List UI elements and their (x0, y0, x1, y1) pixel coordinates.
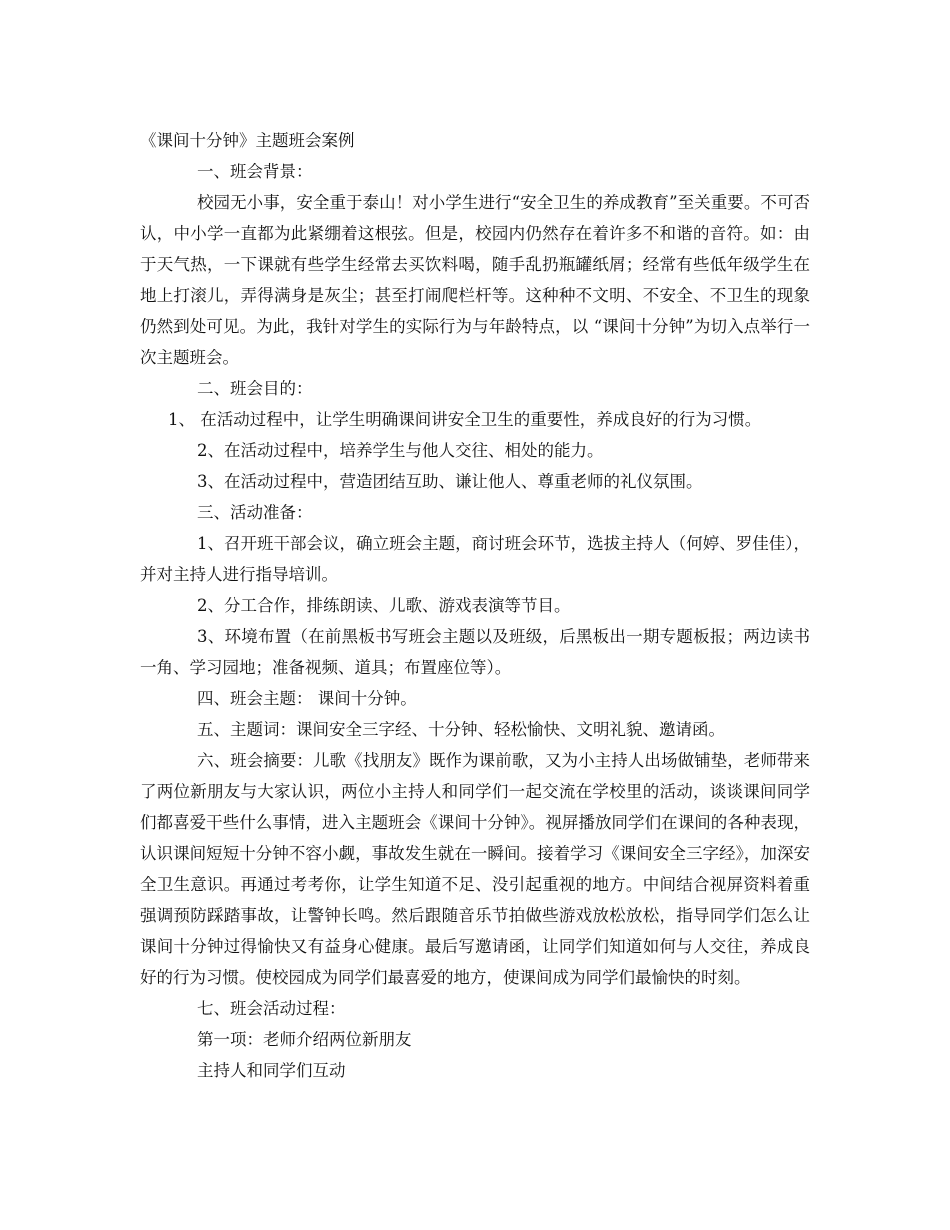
preparation-item-3: 3、环境布置（在前黑板书写班会主题以及班级，后黑板出一期专题板报；两边读书一角、学习园地；准备视频、道具；布置座位等）。 (140, 627, 810, 677)
section-summary: 六、班会摘要：儿歌《找朋友》既作为课前歌，又为小主持人出场做铺垫，老师带来了两位新朋友与大家认识，两位小主持人和同学们一起交流在学校里的活动，谈谈课间同学们都喜爱干些什么事情，进入主题班会《课间十分钟》。视屏播放同学们在课间的各种表现，认识课间短短十分钟不容小觑，事故发生就在一瞬间。接着学习《课间安全三字经》，加深安全卫生意识。再通过考考你，让学生知道不足、没引起重视的地方。中间结合视屏资料着重强调预防踩踏事故，让警钟长鸣。然后跟随音乐节拍做些游戏放松放松，指导同学们怎么让课间十分钟过得愉快又有益身心健康。最后写邀请函，让同学们知道如何与人交往，养成良好的行为习惯。使校园成为同学们最喜爱的地方，使课间成为同学们最愉快的时刻。 (140, 751, 810, 987)
preparation-item-1: 1、召开班干部会议，确立班会主题，商讨班会环节，选拔主持人（何婷、罗佳佳），并对主持人进行指导培训。 (140, 534, 810, 584)
section-heading-background: 一、班会背景： (197, 162, 313, 181)
section-heading-process: 七、班会活动过程： (197, 999, 346, 1018)
document-title: 《课间十分钟》主题班会案例 (140, 131, 355, 150)
preparation-item-2: 2、分工合作，排练朗读、儿歌、游戏表演等节目。 (197, 596, 571, 615)
purpose-item-3: 3、在活动过程中，营造团结互助、谦让他人、尊重老师的礼仪氛围。 (197, 472, 703, 491)
paragraph-background: 校园无小事，安全重于泰山！对小学生进行“安全卫生的养成教育”至关重要。不可否认，中小学一直都为此紧绷着这根弦。但是，校园内仍然存在着许多不和谐的音符。如：由于天气热，一下课就有些学生经常去买饮料喝，随手乱扔瓶罐纸屑；经常有些低年级学生在地上打滚儿，弄得满身是灰尘；甚至打闹爬栏杆等。这种种不文明、不安全、不卫生的现象仍然到处可见。为此，我针对学生的实际行为与年龄特点，以 “课间十分钟”为切入点举行一次主题班会。 (140, 193, 810, 367)
document-body (140, 125, 810, 1086)
section-keywords: 五、主题词：课间安全三字经、十分钟、轻松愉快、文明礼貌、邀请函。 (197, 720, 725, 739)
purpose-item-1: 1、 在活动过程中，让学生明确课间讲安全卫生的重要性，养成良好的行为习惯。 (168, 410, 762, 429)
process-item-2: 主持人和同学们互动 (197, 1061, 346, 1080)
section-heading-purpose: 二、班会目的： (197, 379, 313, 398)
process-item-1: 第一项：老师介绍两位新朋友 (197, 1030, 412, 1049)
section-heading-preparation: 三、活动准备： (197, 503, 313, 522)
section-theme: 四、班会主题： 课间十分钟。 (197, 689, 417, 708)
purpose-item-2: 2、在活动过程中，培养学生与他人交往、相处的能力。 (197, 441, 604, 460)
